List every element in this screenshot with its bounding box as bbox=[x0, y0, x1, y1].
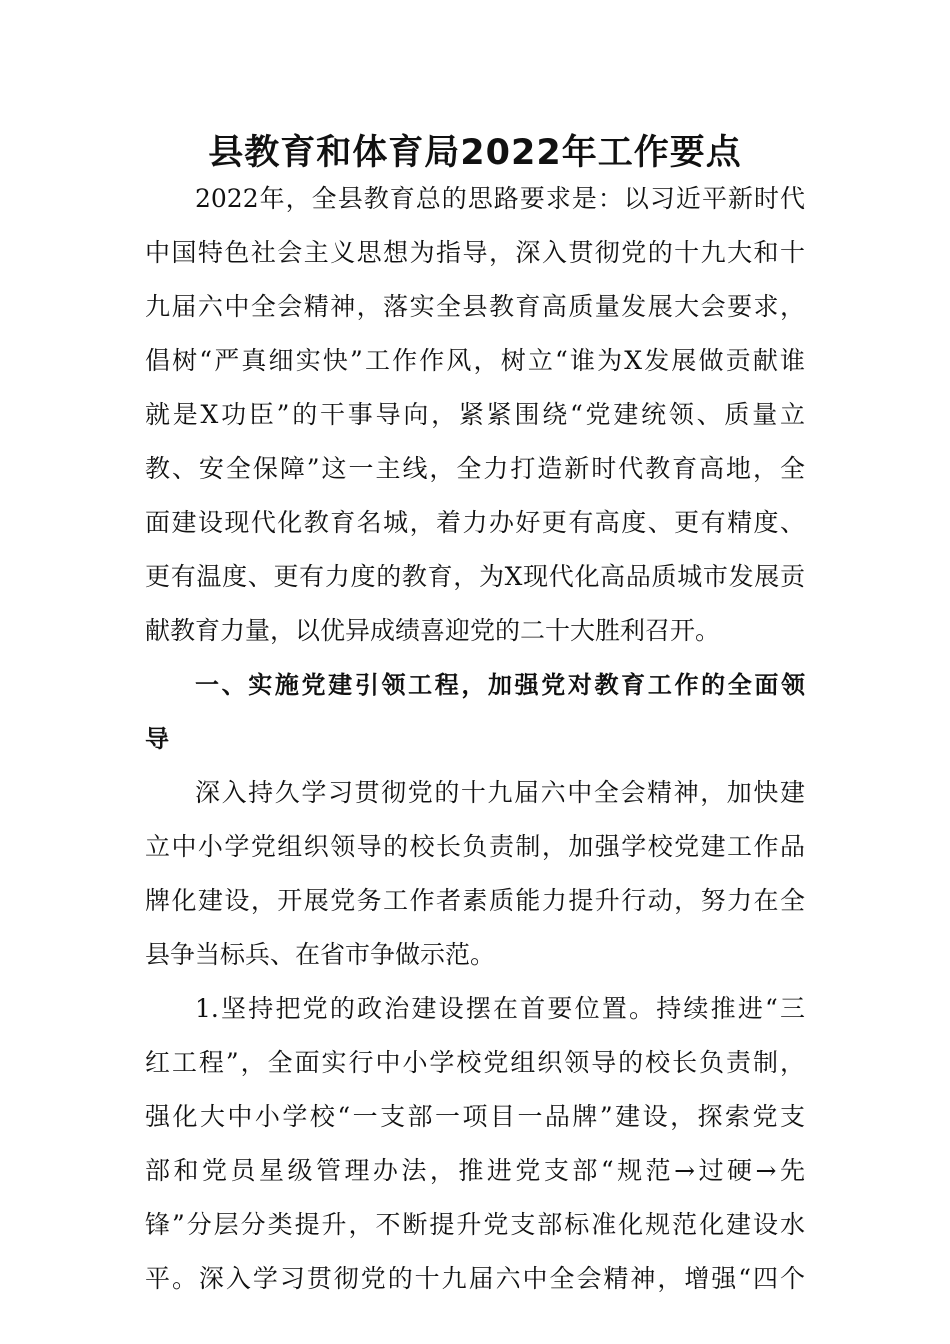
intro-line: 九届六中全会精神，落实全县教育高质量发展大会要求， bbox=[145, 292, 805, 321]
intro-line: 2022年，全县教育总的思路要求是：以习近平新时代 bbox=[195, 184, 805, 213]
intro-line: 面建设现代化教育名城，着力办好更有高度、更有精度、 bbox=[145, 508, 805, 537]
intro-line: 教、安全保障”这一主线，全力打造新时代教育高地，全 bbox=[145, 454, 805, 483]
section-heading: 导 bbox=[145, 725, 169, 753]
paragraph-line: 县争当标兵、在省市争做示范。 bbox=[145, 940, 496, 969]
intro-line: 更有温度、更有力度的教育，为X现代化高品质城市发展贡 bbox=[145, 562, 805, 591]
item-line: 强化大中小学校“一支部一项目一品牌”建设，探索党支 bbox=[145, 1102, 805, 1131]
item-line: 锋”分层分类提升，不断提升党支部标准化规范化建设水 bbox=[145, 1210, 805, 1239]
intro-line: 献教育力量，以优异成绩喜迎党的二十大胜利召开。 bbox=[145, 616, 721, 645]
intro-line: 倡树“严真细实快”工作作风，树立“谁为X发展做贡献谁 bbox=[145, 346, 805, 375]
intro-line: 就是X功臣”的干事导向，紧紧围绕“党建统领、质量立 bbox=[145, 400, 805, 429]
document-title: 县教育和体育局2022年工作要点 bbox=[208, 133, 742, 173]
item-line: 平。深入学习贯彻党的十九届六中全会精神，增强“四个 bbox=[145, 1264, 805, 1293]
section-heading: 一、实施党建引领工程，加强党对教育工作的全面领 bbox=[195, 671, 805, 699]
intro-line: 中国特色社会主义思想为指导，深入贯彻党的十九大和十 bbox=[145, 238, 805, 267]
paragraph-line: 牌化建设，开展党务工作者素质能力提升行动，努力在全 bbox=[145, 886, 805, 915]
paragraph-line: 深入持久学习贯彻党的十九届六中全会精神，加快建 bbox=[195, 778, 805, 807]
item-line: 部和党员星级管理办法，推进党支部“规范→过硬→先 bbox=[145, 1156, 805, 1185]
item-line: 1.坚持把党的政治建设摆在首要位置。持续推进“三 bbox=[195, 994, 805, 1023]
paragraph-line: 立中小学党组织领导的校长负责制，加强学校党建工作品 bbox=[145, 832, 805, 861]
item-line: 红工程”，全面实行中小学校党组织领导的校长负责制， bbox=[145, 1048, 805, 1077]
